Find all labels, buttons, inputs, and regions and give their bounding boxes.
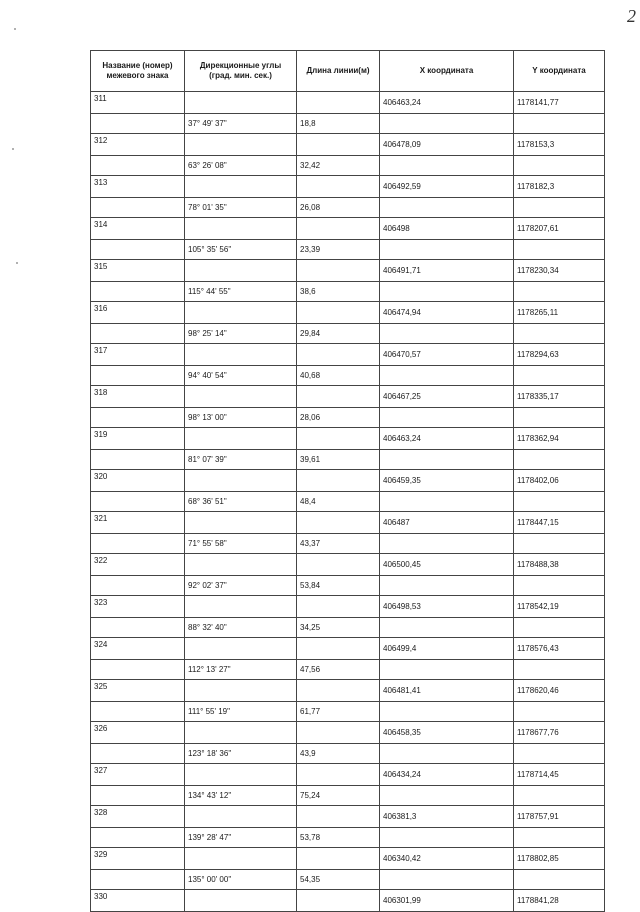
line-length: 40,68 (297, 366, 380, 386)
segment-row (91, 240, 605, 260)
empty-cell (297, 134, 380, 156)
point-row (91, 92, 605, 114)
x-coordinate: 406467,25 (380, 386, 514, 408)
empty-cell (185, 680, 297, 702)
x-coordinate: 406478,09 (380, 134, 514, 156)
y-coordinate: 1178182,3 (514, 176, 605, 198)
x-coordinate: 406481,41 (380, 680, 514, 702)
point-row (91, 722, 605, 744)
empty-cell (514, 744, 605, 764)
segment-row (91, 366, 605, 386)
segment-row (91, 660, 605, 680)
header-point-name: Название (номер) межевого знака (91, 51, 185, 92)
point-name: 328 (91, 806, 185, 828)
x-coordinate: 406463,24 (380, 428, 514, 450)
segment-row (91, 828, 605, 848)
direction-angle: 94° 40' 54" (185, 366, 297, 386)
direction-angle: 134° 43' 12" (185, 786, 297, 806)
empty-cell (297, 176, 380, 198)
empty-cell (185, 470, 297, 492)
empty-cell (514, 702, 605, 722)
y-coordinate: 1178576,43 (514, 638, 605, 660)
x-coordinate: 406381,3 (380, 806, 514, 828)
empty-cell (185, 218, 297, 240)
header-direction-angle: Дирекционные углы (град. мин. сек.) (185, 51, 297, 92)
point-row (91, 218, 605, 240)
empty-cell (91, 534, 185, 554)
empty-cell (380, 618, 514, 638)
direction-angle: 105° 35' 56" (185, 240, 297, 260)
empty-cell (297, 428, 380, 450)
point-row (91, 596, 605, 618)
y-coordinate: 1178153,3 (514, 134, 605, 156)
empty-cell (185, 890, 297, 912)
empty-cell (380, 576, 514, 596)
empty-cell (91, 450, 185, 470)
x-coordinate: 406492,59 (380, 176, 514, 198)
empty-cell (514, 660, 605, 680)
empty-cell (185, 806, 297, 828)
empty-cell (297, 344, 380, 366)
direction-angle: 98° 25' 14" (185, 324, 297, 344)
point-name: 326 (91, 722, 185, 744)
line-length: 28,06 (297, 408, 380, 428)
empty-cell (380, 492, 514, 512)
line-length: 43,37 (297, 534, 380, 554)
empty-cell (380, 870, 514, 890)
segment-row (91, 450, 605, 470)
direction-angle: 115° 44' 55" (185, 282, 297, 302)
empty-cell (297, 302, 380, 324)
header-line-length: Длина линии(м) (297, 51, 380, 92)
y-coordinate: 1178542,19 (514, 596, 605, 618)
x-coordinate: 406463,24 (380, 92, 514, 114)
empty-cell (91, 660, 185, 680)
segment-row (91, 282, 605, 302)
empty-cell (380, 702, 514, 722)
point-row (91, 764, 605, 786)
empty-cell (91, 618, 185, 638)
segment-row (91, 618, 605, 638)
empty-cell (297, 386, 380, 408)
scan-speck (12, 148, 14, 150)
point-row (91, 302, 605, 324)
segment-row (91, 534, 605, 554)
empty-cell (185, 344, 297, 366)
x-coordinate: 406470,57 (380, 344, 514, 366)
y-coordinate: 1178677,76 (514, 722, 605, 744)
empty-cell (514, 240, 605, 260)
x-coordinate: 406434,24 (380, 764, 514, 786)
segment-row (91, 702, 605, 722)
segment-row (91, 492, 605, 512)
empty-cell (185, 428, 297, 450)
direction-angle: 135° 00' 00" (185, 870, 297, 890)
line-length: 23,39 (297, 240, 380, 260)
empty-cell (91, 744, 185, 764)
segment-row (91, 114, 605, 134)
empty-cell (380, 744, 514, 764)
empty-cell (380, 156, 514, 176)
empty-cell (91, 114, 185, 134)
y-coordinate: 1178488,38 (514, 554, 605, 576)
point-row (91, 554, 605, 576)
empty-cell (297, 722, 380, 744)
point-name: 318 (91, 386, 185, 408)
segment-row (91, 744, 605, 764)
x-coordinate: 406458,35 (380, 722, 514, 744)
empty-cell (185, 722, 297, 744)
empty-cell (380, 534, 514, 554)
empty-cell (514, 198, 605, 218)
point-row (91, 680, 605, 702)
empty-cell (380, 324, 514, 344)
y-coordinate: 1178230,34 (514, 260, 605, 282)
header-x-coordinate: X координата (380, 51, 514, 92)
empty-cell (185, 638, 297, 660)
direction-angle: 112° 13' 27" (185, 660, 297, 680)
empty-cell (380, 408, 514, 428)
line-length: 26,08 (297, 198, 380, 218)
empty-cell (297, 848, 380, 870)
empty-cell (91, 240, 185, 260)
point-name: 323 (91, 596, 185, 618)
empty-cell (297, 218, 380, 240)
empty-cell (380, 240, 514, 260)
empty-cell (514, 324, 605, 344)
x-coordinate: 406340,42 (380, 848, 514, 870)
empty-cell (514, 534, 605, 554)
x-coordinate: 406499,4 (380, 638, 514, 660)
empty-cell (185, 176, 297, 198)
point-name: 324 (91, 638, 185, 660)
y-coordinate: 1178447,15 (514, 512, 605, 534)
segment-row (91, 156, 605, 176)
empty-cell (91, 282, 185, 302)
point-name: 314 (91, 218, 185, 240)
empty-cell (514, 870, 605, 890)
empty-cell (185, 260, 297, 282)
y-coordinate: 1178620,46 (514, 680, 605, 702)
point-row (91, 848, 605, 870)
direction-angle: 37° 49' 37" (185, 114, 297, 134)
empty-cell (91, 408, 185, 428)
x-coordinate: 406498 (380, 218, 514, 240)
empty-cell (380, 828, 514, 848)
empty-cell (514, 576, 605, 596)
x-coordinate: 406459,35 (380, 470, 514, 492)
y-coordinate: 1178362,94 (514, 428, 605, 450)
empty-cell (380, 198, 514, 218)
direction-angle: 92° 02' 37" (185, 576, 297, 596)
line-length: 75,24 (297, 786, 380, 806)
direction-angle: 71° 55' 58" (185, 534, 297, 554)
empty-cell (91, 576, 185, 596)
empty-cell (91, 198, 185, 218)
point-row (91, 176, 605, 198)
empty-cell (91, 702, 185, 722)
y-coordinate: 1178207,61 (514, 218, 605, 240)
point-row (91, 512, 605, 534)
empty-cell (380, 282, 514, 302)
line-length: 47,56 (297, 660, 380, 680)
y-coordinate: 1178294,63 (514, 344, 605, 366)
header-y-coordinate: Y координата (514, 51, 605, 92)
empty-cell (91, 156, 185, 176)
x-coordinate: 406498,53 (380, 596, 514, 618)
direction-angle: 88° 32' 40" (185, 618, 297, 638)
line-length: 38,6 (297, 282, 380, 302)
point-name: 313 (91, 176, 185, 198)
empty-cell (91, 366, 185, 386)
point-row (91, 344, 605, 366)
empty-cell (297, 806, 380, 828)
x-coordinate: 406500,45 (380, 554, 514, 576)
empty-cell (380, 114, 514, 134)
empty-cell (185, 302, 297, 324)
empty-cell (297, 680, 380, 702)
direction-angle: 139° 28' 47" (185, 828, 297, 848)
point-row (91, 260, 605, 282)
empty-cell (380, 786, 514, 806)
direction-angle: 68° 36' 51" (185, 492, 297, 512)
segment-row (91, 870, 605, 890)
empty-cell (91, 870, 185, 890)
empty-cell (185, 134, 297, 156)
empty-cell (185, 554, 297, 576)
handwritten-page-mark: 2 (627, 6, 636, 26)
empty-cell (91, 492, 185, 512)
point-name: 315 (91, 260, 185, 282)
empty-cell (297, 890, 380, 912)
x-coordinate: 406474,94 (380, 302, 514, 324)
empty-cell (514, 492, 605, 512)
table-body (91, 92, 605, 912)
scan-speck (14, 28, 16, 30)
y-coordinate: 1178402,06 (514, 470, 605, 492)
y-coordinate: 1178802,85 (514, 848, 605, 870)
empty-cell (297, 596, 380, 618)
empty-cell (380, 450, 514, 470)
empty-cell (514, 282, 605, 302)
empty-cell (297, 638, 380, 660)
y-coordinate: 1178265,11 (514, 302, 605, 324)
direction-angle: 111° 55' 19" (185, 702, 297, 722)
point-row (91, 428, 605, 450)
empty-cell (514, 450, 605, 470)
boundary-points-table (90, 50, 605, 912)
point-name: 325 (91, 680, 185, 702)
empty-cell (91, 786, 185, 806)
empty-cell (297, 92, 380, 114)
empty-cell (185, 512, 297, 534)
empty-cell (514, 408, 605, 428)
direction-angle: 123° 18' 36" (185, 744, 297, 764)
point-row (91, 638, 605, 660)
direction-angle: 98° 13' 00" (185, 408, 297, 428)
y-coordinate: 1178141,77 (514, 92, 605, 114)
y-coordinate: 1178335,17 (514, 386, 605, 408)
y-coordinate: 1178757,91 (514, 806, 605, 828)
line-length: 61,77 (297, 702, 380, 722)
empty-cell (514, 156, 605, 176)
point-name: 322 (91, 554, 185, 576)
segment-row (91, 324, 605, 344)
segment-row (91, 576, 605, 596)
empty-cell (380, 660, 514, 680)
x-coordinate: 406491,71 (380, 260, 514, 282)
direction-angle: 81° 07' 39" (185, 450, 297, 470)
line-length: 53,84 (297, 576, 380, 596)
point-name: 321 (91, 512, 185, 534)
line-length: 18,8 (297, 114, 380, 134)
empty-cell (297, 554, 380, 576)
point-name: 330 (91, 890, 185, 912)
segment-row (91, 408, 605, 428)
line-length: 29,84 (297, 324, 380, 344)
empty-cell (297, 764, 380, 786)
point-name: 329 (91, 848, 185, 870)
empty-cell (185, 764, 297, 786)
empty-cell (91, 324, 185, 344)
empty-cell (297, 260, 380, 282)
point-name: 327 (91, 764, 185, 786)
point-name: 317 (91, 344, 185, 366)
empty-cell (91, 828, 185, 848)
direction-angle: 78° 01' 35" (185, 198, 297, 218)
point-row (91, 386, 605, 408)
line-length: 39,61 (297, 450, 380, 470)
empty-cell (185, 386, 297, 408)
line-length: 32,42 (297, 156, 380, 176)
point-name: 311 (91, 92, 185, 114)
empty-cell (514, 618, 605, 638)
line-length: 53,78 (297, 828, 380, 848)
point-name: 312 (91, 134, 185, 156)
empty-cell (185, 92, 297, 114)
empty-cell (514, 786, 605, 806)
empty-cell (297, 470, 380, 492)
empty-cell (185, 848, 297, 870)
x-coordinate: 406487 (380, 512, 514, 534)
empty-cell (514, 366, 605, 386)
table-header-row (91, 51, 605, 92)
point-name: 319 (91, 428, 185, 450)
point-row (91, 890, 605, 912)
segment-row (91, 786, 605, 806)
line-length: 43,9 (297, 744, 380, 764)
empty-cell (185, 596, 297, 618)
point-row (91, 806, 605, 828)
empty-cell (514, 828, 605, 848)
y-coordinate: 1178714,45 (514, 764, 605, 786)
point-row (91, 470, 605, 492)
y-coordinate: 1178841,28 (514, 890, 605, 912)
empty-cell (297, 512, 380, 534)
point-name: 316 (91, 302, 185, 324)
empty-cell (380, 366, 514, 386)
line-length: 34,25 (297, 618, 380, 638)
x-coordinate: 406301,99 (380, 890, 514, 912)
point-name: 320 (91, 470, 185, 492)
segment-row (91, 198, 605, 218)
line-length: 48,4 (297, 492, 380, 512)
point-row (91, 134, 605, 156)
scan-speck (16, 262, 18, 264)
empty-cell (514, 114, 605, 134)
line-length: 54,35 (297, 870, 380, 890)
direction-angle: 63° 26' 08" (185, 156, 297, 176)
